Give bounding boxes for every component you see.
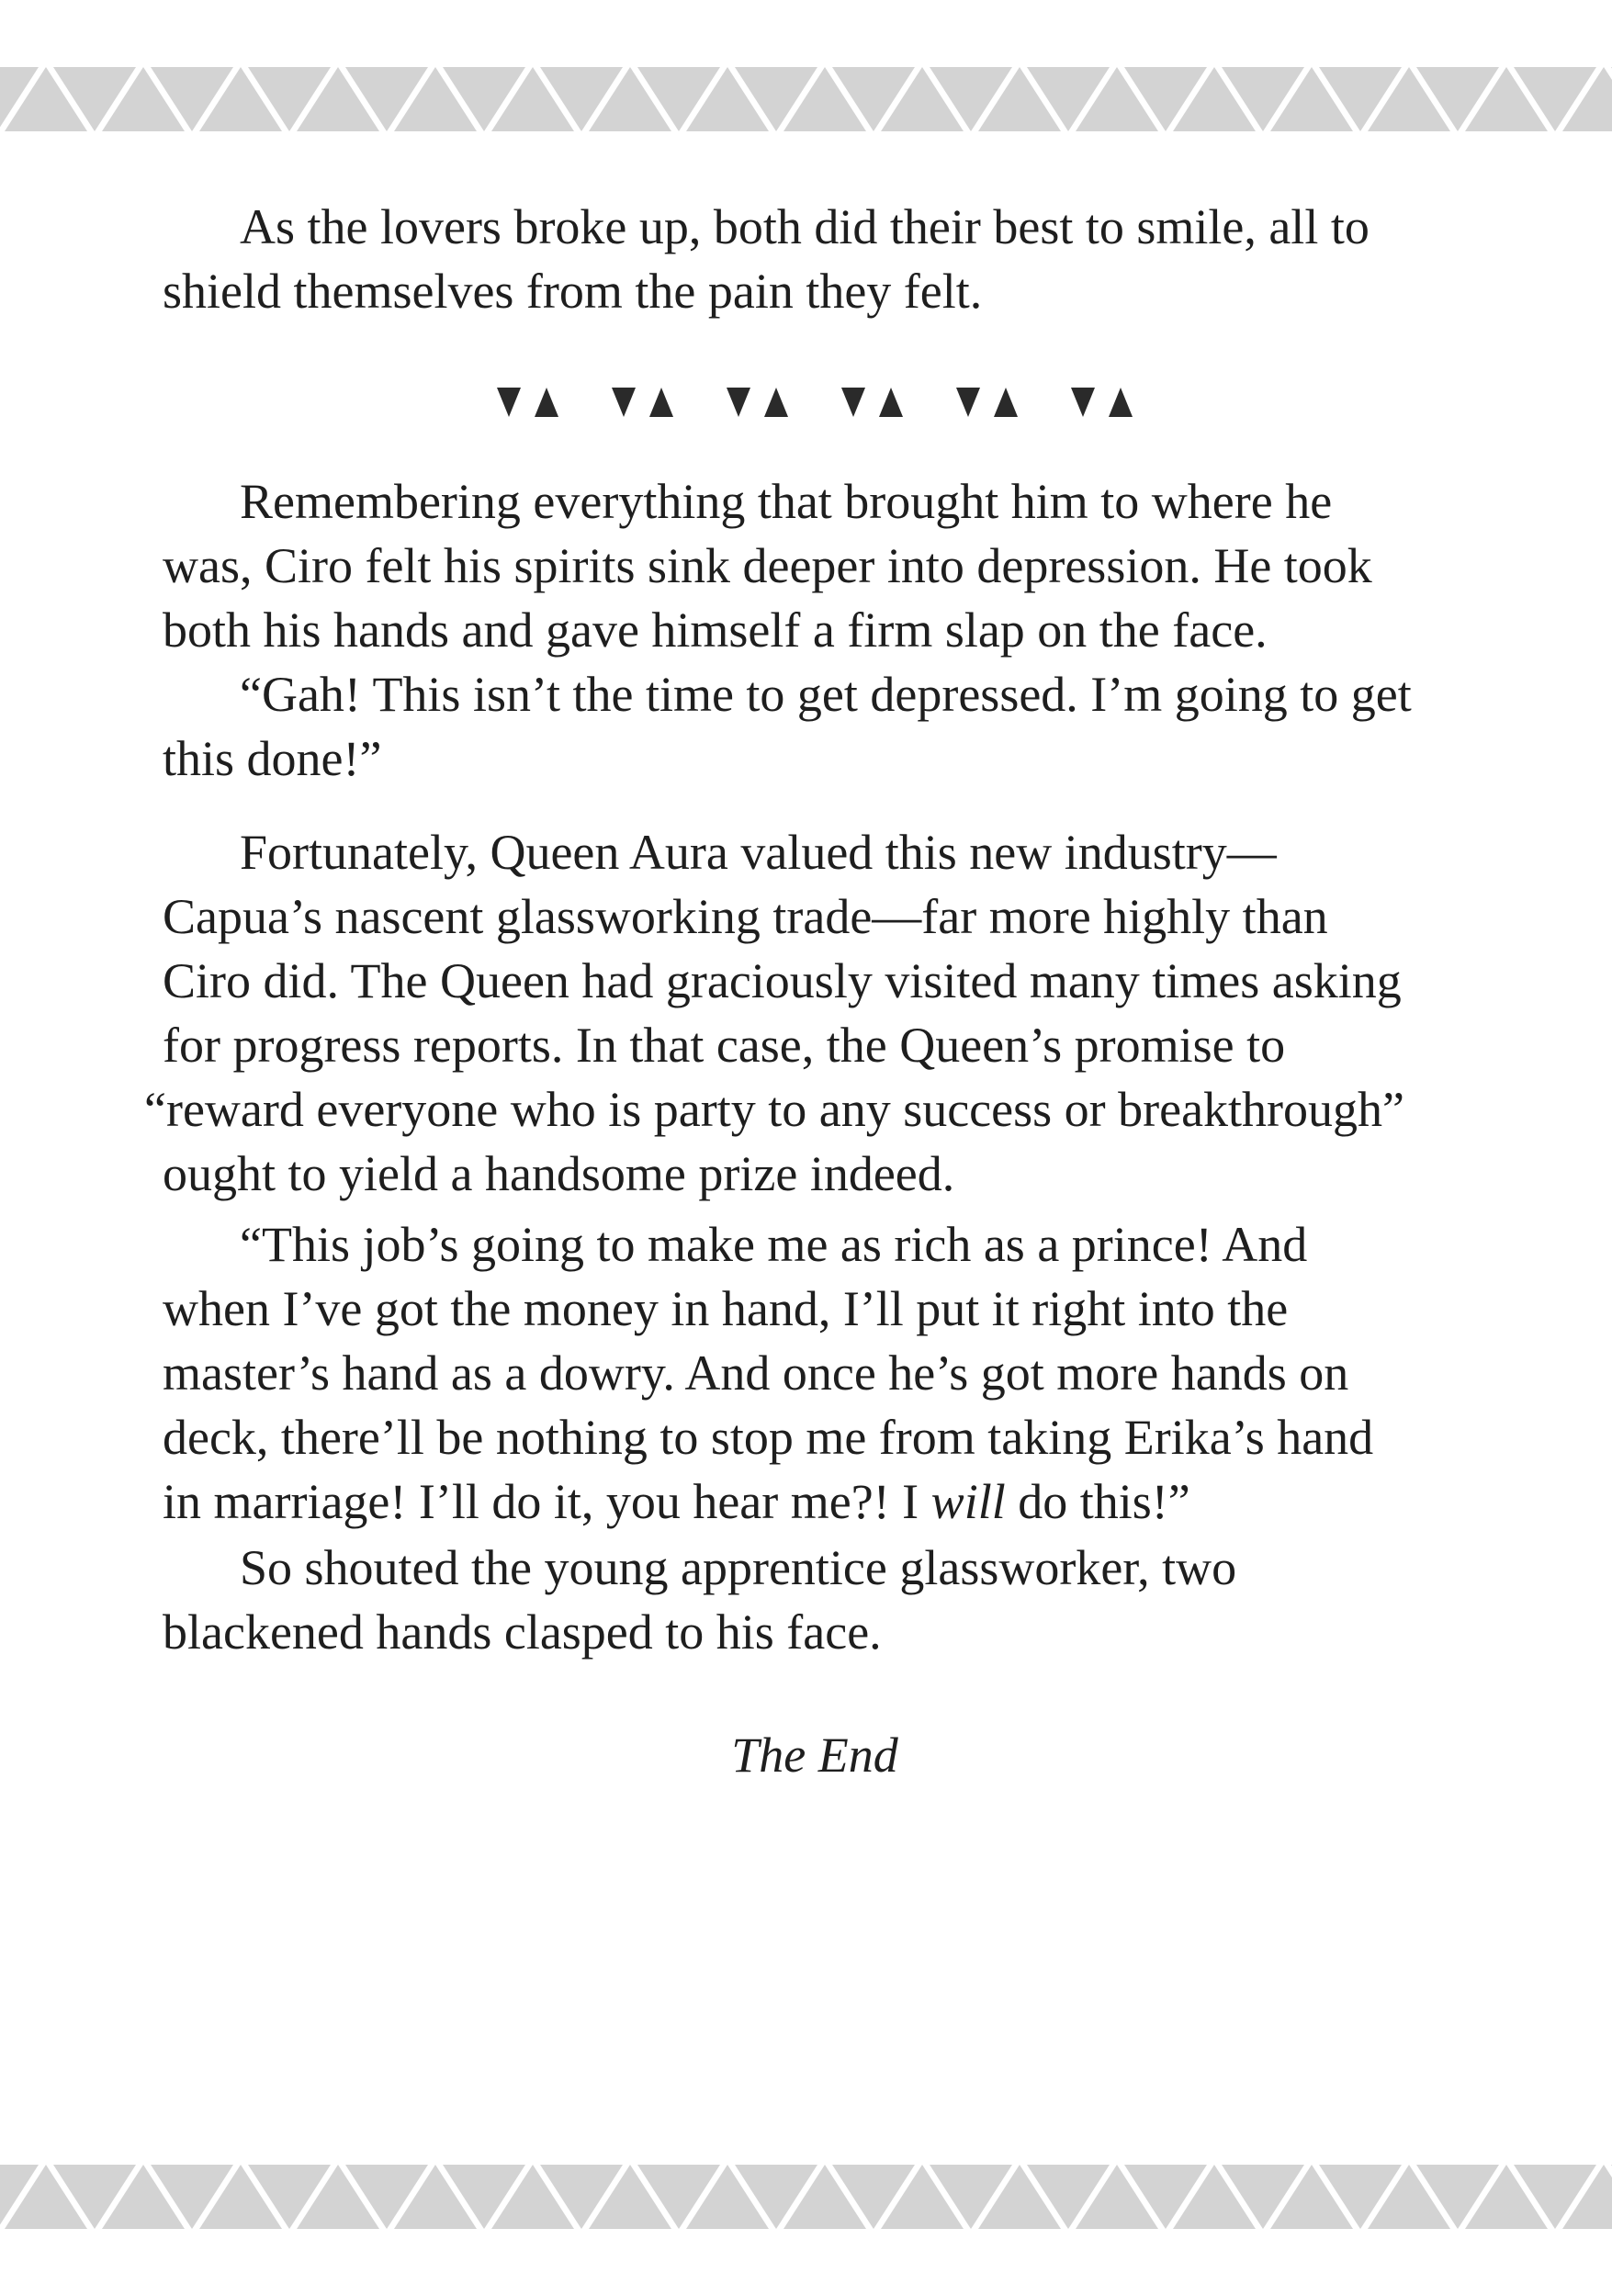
text-line (163, 949, 1467, 1013)
text-segment: ought to yield a handsome prize indeed. (163, 1146, 955, 1201)
down-triangle-icon (956, 388, 980, 417)
text-segment: in marriage! I’ll do it, you hear me?! I (163, 1474, 931, 1529)
text-segment: blackened hands clasped to his face. (163, 1604, 882, 1660)
triangle-pair (727, 388, 788, 417)
text-line (163, 1013, 1467, 1077)
text-line (163, 662, 1467, 726)
text-segment: shield themselves from the pain they felt. (163, 264, 983, 319)
zigzag-pattern-icon (0, 67, 1612, 131)
text-segment: “reward everyone who is party to any success or breakthrough” (144, 1082, 1404, 1137)
text-line (163, 534, 1467, 598)
text-line (163, 469, 1467, 534)
paragraph (163, 662, 1467, 791)
triangle-pair (1071, 388, 1133, 417)
up-triangle-icon (649, 388, 673, 417)
text-line (163, 195, 1467, 259)
text-line (163, 1600, 1467, 1664)
text-segment: do this!” (1005, 1474, 1190, 1529)
paragraph (163, 1536, 1467, 1664)
text-segment: “This job’s going to make me as rich as a prince! And (240, 1217, 1308, 1272)
text-line (163, 259, 1467, 323)
text-line (163, 1469, 1467, 1534)
page-text (144, 195, 1467, 1787)
text-line (163, 1277, 1467, 1341)
text-segment: this done!” (163, 731, 382, 786)
up-triangle-icon (764, 388, 788, 417)
up-triangle-icon (879, 388, 903, 417)
text-segment: both his hands and gave himself a firm slap on the face. (163, 602, 1268, 658)
down-triangle-icon (1071, 388, 1095, 417)
triangle-pair (841, 388, 903, 417)
up-triangle-icon (1109, 388, 1133, 417)
paragraph (144, 820, 1467, 1206)
down-triangle-icon (497, 388, 521, 417)
paragraph (163, 469, 1467, 662)
up-triangle-icon (535, 388, 558, 417)
down-triangle-icon (841, 388, 865, 417)
text-segment: for progress reports. In that case, the Queen’s promise to (163, 1018, 1286, 1073)
triangle-pair (497, 388, 558, 417)
the-end-label: The End (731, 1728, 898, 1783)
scene-divider (163, 388, 1467, 417)
text-line (163, 1212, 1467, 1277)
text-segment: when I’ve got the money in hand, I’ll put it right into the (163, 1281, 1289, 1336)
up-triangle-icon (994, 388, 1018, 417)
text-segment: “Gah! This isn’t the time to get depressed. I’m going to get (240, 667, 1412, 722)
text-line (163, 884, 1467, 949)
triangle-pair (956, 388, 1018, 417)
text-line (163, 820, 1467, 884)
down-triangle-icon (612, 388, 636, 417)
text-line (144, 1077, 1467, 1142)
text-segment: was, Ciro felt his spirits sink deeper into depression. He took (163, 538, 1372, 593)
text-line (163, 1341, 1467, 1405)
text-segment: Ciro did. The Queen had graciously visited many times asking (163, 953, 1402, 1008)
emphasized-text: will (930, 1474, 1006, 1529)
text-segment: As the lovers broke up, both did their best to smile, all to (240, 199, 1370, 254)
text-line (163, 1142, 1467, 1206)
text-segment: Remembering everything that brought him to where he (240, 474, 1333, 529)
decorative-border-top (0, 67, 1612, 131)
zigzag-pattern-icon (0, 2165, 1612, 2229)
text-line (163, 726, 1467, 791)
down-triangle-icon (727, 388, 750, 417)
text-segment: Fortunately, Queen Aura valued this new industry— (240, 825, 1277, 880)
text-segment: So shouted the young apprentice glassworker, two (240, 1540, 1237, 1595)
paragraph (163, 195, 1467, 323)
text-segment: deck, there’ll be nothing to stop me from taking Erika’s hand (163, 1410, 1374, 1465)
text-segment: Capua’s nascent glassworking trade—far more highly than (163, 889, 1328, 944)
paragraph (163, 1212, 1467, 1534)
text-line (163, 1536, 1467, 1600)
text-line (163, 598, 1467, 662)
triangle-pair (612, 388, 673, 417)
decorative-border-bottom (0, 2165, 1612, 2229)
text-segment: master’s hand as a dowry. And once he’s got more hands on (163, 1345, 1349, 1401)
text-line (163, 1405, 1467, 1469)
